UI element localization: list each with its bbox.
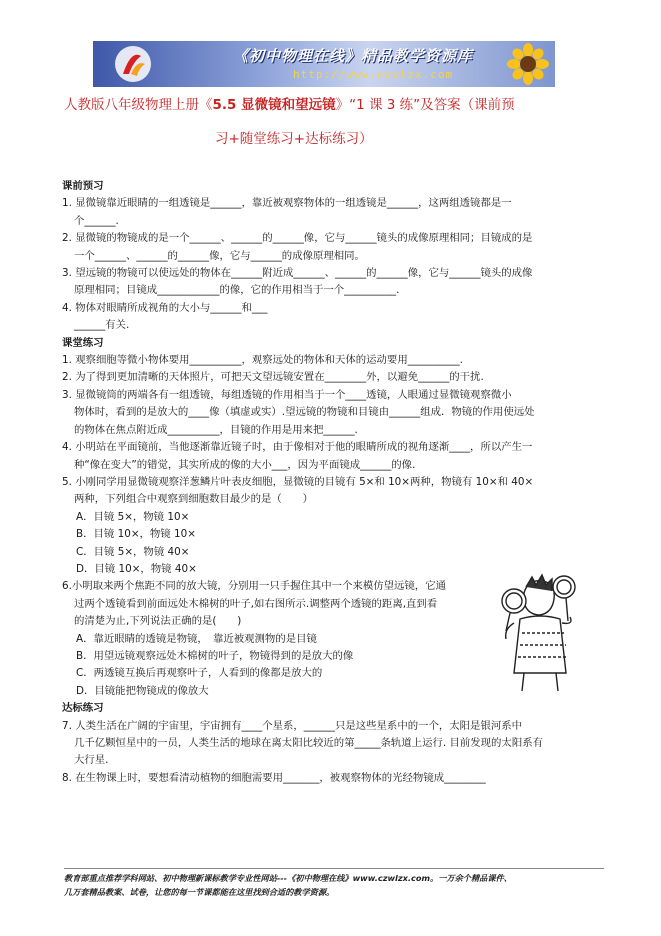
exercise-line: 8. 在生物课上时，要想看清动植物的细胞需要用_______，被观察物体的光经物镜成________ (62, 771, 486, 784)
title-prefix: 人教版八年级物理上册《 (64, 97, 213, 113)
section-heading: 课前预习 (62, 180, 104, 192)
exercise-line: 1. 显微镜靠近眼睛的一组透镜是______，靠近被观察物体的一组透镜是______，这两组透镜都是一 (62, 197, 512, 210)
boy-with-magnifiers-illustration (484, 573, 592, 693)
exercise-line: 种“像在变大”的错觉，其实所成的像的大小___，因为平面镜成______的像. (74, 458, 416, 471)
banner-url: http://www.czwlzx.com (293, 68, 454, 81)
footer-divider (64, 868, 604, 869)
exercise-line: 2. 为了得到更加清晰的天体照片，可把天文望远镜安置在________外，以避免______的干扰. (62, 371, 484, 384)
exercise-line: C．两透镜互换后再观察叶子，人看到的像都是放大的 (76, 667, 323, 680)
exercise-line: 4. 小明站在平面镜前，当他逐渐靠近镜子时，由于像相对于他的眼睛所成的视角逐渐____，所以产生一 (62, 441, 533, 454)
exercise-line: B．目镜 10×，物镜 10× (76, 528, 196, 541)
exercise-line: 1. 观察细胞等微小物体要用__________，观察远处的物体和天体的运动要用__________. (62, 354, 463, 367)
exercise-line: A．目镜 5×，物镜 10× (76, 510, 190, 523)
title-suffix: 》“1 课 3 练”及答案（课前预 (335, 97, 515, 113)
page-footer (64, 871, 604, 899)
exercise-line: B．用望远镜观察远处木棉树的叶子，物镜得到的是放大的像 (76, 649, 354, 662)
document-title-line2: 习+随堂练习+达标练习） (215, 131, 373, 147)
exercise-line: 的清楚为止,下列说法正确的是( ) (74, 615, 242, 628)
footer-line-2: 几万套精品教案、试卷，让您的每一节课都能在这里找到合适的教学资源。 (64, 887, 335, 897)
exercise-line: 两种，下列组合中观察到细胞数目最少的是（ ） (74, 493, 313, 506)
exercise-line: ______有关. (74, 319, 130, 332)
section-heading: 达标练习 (62, 702, 104, 715)
section-heading: 课堂练习 (62, 336, 104, 349)
exercise-line: 物体时，看到的是放大的____像（填虚或实）.望远镜的物镜和目镜由______组成．物镜的作用使远处 (74, 406, 535, 419)
exercise-line: 原理相同；目镜成____________的像，它的作用相当于一个__________. (74, 284, 400, 297)
site-logo-icon (111, 44, 155, 84)
footer-line-1: 教育部重点推荐学科网站、初中物理新课标教学专业性网站---《初中物理在线》www.czwlzx.com。一万余个精品课件、 (64, 873, 512, 883)
exercise-line: C．目镜 5×，物镜 40× (76, 545, 190, 558)
exercise-line: 2. 显微镜的物镜成的是一个______、______的______像，它与______镜头的成像原理相同；目镜成的是 (62, 232, 533, 245)
exercise-line: 3. 显微镜筒的两端各有一组透镜，每组透镜的作用相当于一个____透镜，人眼通过显微镜观察微小 (62, 388, 512, 401)
exercise-line: 过两个透镜看到前面远处木棉树的叶子,如右图所示.调整两个透镜的距离,直到看 (74, 597, 438, 610)
exercise-line: A．靠近眼睛的透镜是物镜， 靠近被观测物的是目镜 (76, 632, 317, 645)
exercise-line: D．目镜 10×，物镜 40× (76, 562, 197, 575)
exercise-body (62, 178, 602, 787)
title-topic: 5.5 显微镜和望远镜 (212, 97, 336, 113)
exercise-line: 的物体在焦点附近成__________，目镜的作用是用来把______. (74, 423, 358, 436)
exercise-line: 4. 物体对眼睛所成视角的大小与______和___ (62, 301, 268, 314)
exercise-line: 大行星. (74, 754, 109, 767)
banner-title: 《初中物理在线》精品教学资源库 (233, 47, 474, 65)
exercise-line: 个______. (74, 214, 119, 227)
exercise-line: 一个______、______的______像，它与______的成像原理相同。 (74, 249, 365, 262)
exercise-line: D．目镜能把物镜成的像放大 (76, 684, 209, 697)
sunflower-icon (505, 43, 551, 85)
header-banner (93, 41, 555, 87)
exercise-line: 几千亿颗恒星中的一员，人类生活的地球在离太阳比较近的第_____条轨道上运行. 目前发现的太阳系有 (74, 737, 543, 749)
exercise-line: 5. 小刚同学用显微镜观察洋葱鳞片叶表皮细胞，显微镜的目镜有 5×和 10×两种，物镜有 10×和 40× (62, 475, 534, 488)
document-title (64, 95, 604, 115)
exercise-line: 3. 望远镜的物镜可以使远处的物体在______附近成______、______的______像，它与______镜头的成像 (62, 267, 533, 280)
exercise-line: 6.小明取来两个焦距不同的放大镜，分别用一只手握住其中一个来模仿望远镜，它通 (62, 580, 446, 593)
exercise-line: 7. 人类生活在广阔的宇宙里，宇宙拥有____个星系，______只是这些星系中的一个，太阳是银河系中 (62, 719, 523, 732)
